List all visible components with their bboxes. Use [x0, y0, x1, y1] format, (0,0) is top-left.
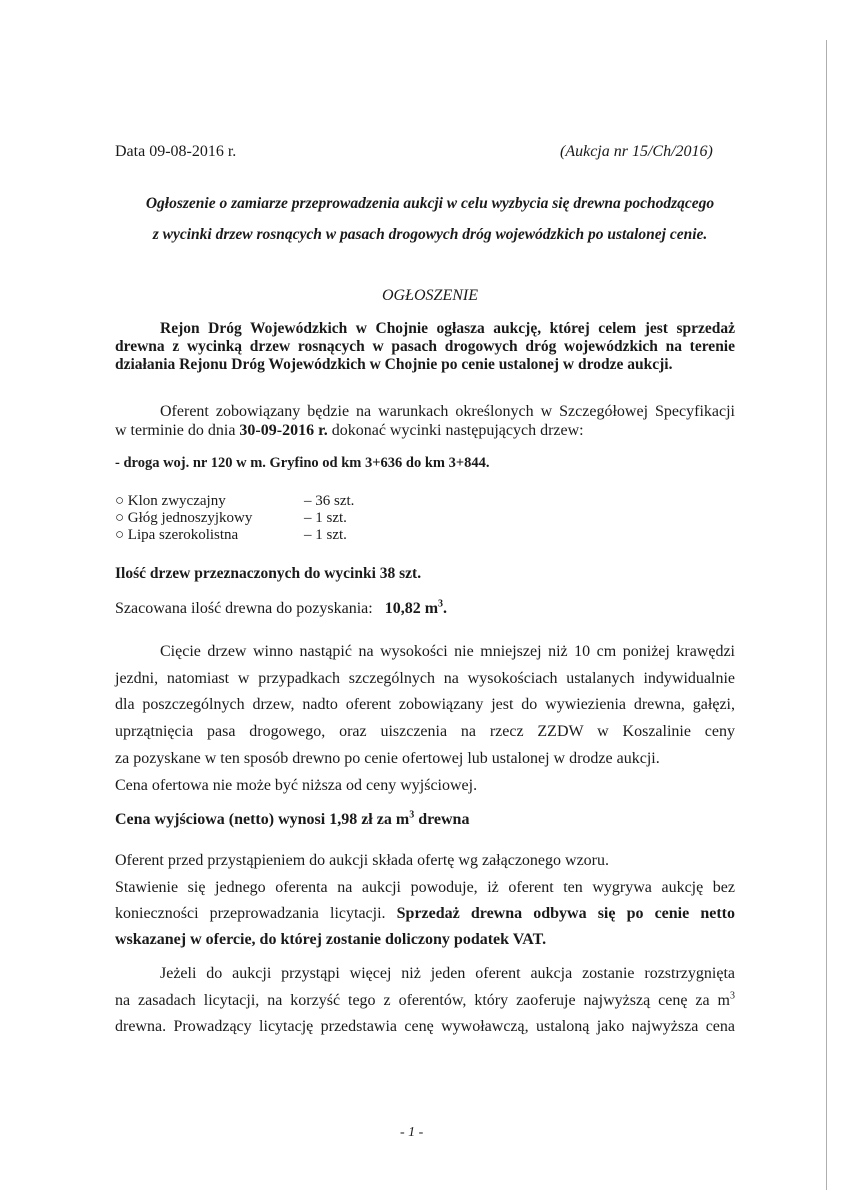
tree-item-name: ○ Lipa szerokolistna [115, 527, 239, 543]
cutting-line-2: jezdni, natomiast w przypadkach szczególnych na wysokościach ustalanych indywidualnie [115, 670, 735, 687]
bidding-line-2-sup: 3 [730, 990, 735, 1002]
obligation-line-1-text: Oferent zobowiązany będzie na warunkach określonych w Szczegółowej Specyfikacji [160, 403, 735, 420]
wood-estimate [115, 600, 447, 618]
cutting-line-3: dla poszczególnych drzew, nadto oferent zobowiązany jest do wywiezienia drewna, gałęzi, [115, 696, 735, 713]
document-title-line-2: z wycinki drzew rosnących w pasach drogowych dróg wojewódzkich po ustalonej cenie. [152, 226, 708, 243]
offer-line-3 [115, 905, 735, 923]
intro-line-3: działania Rejonu Dróg Wojewódzkich w Chojnie po cenie ustalonej w drodze aukcji. [115, 356, 673, 373]
cutting-line-6: Cena ofertowa nie może być niższa od ceny wyjściowej. [115, 777, 478, 794]
tree-item-qty: – 36 szt. [304, 493, 355, 509]
intro-line-1 [115, 320, 735, 338]
auction-number: (Aukcja nr 15/Ch/2016) [560, 143, 713, 160]
wood-estimate-number: 10,82 m [384, 600, 439, 617]
intro-line-1-text: Rejon Dróg Wojewódzkich w Chojnie ogłasza aukcję, której celem jest sprzedaż [160, 320, 735, 337]
bidding-line-3: drewna. Prowadzący licytację przedstawia cenę wywoławczą, ustaloną jako najwyższa cena [115, 1018, 735, 1035]
wood-estimate-sup: 3 [438, 598, 444, 610]
offer-line-3-pre: konieczności przeprowadzania licytacji. [115, 905, 397, 922]
tree-item-name: ○ Głóg jednoszyjkowy [115, 510, 253, 526]
wood-estimate-value [385, 600, 447, 617]
road-section: - droga woj. nr 120 w m. Gryfino od km 3+636 do km 3+844. [115, 455, 490, 471]
page-number: - 1 - [400, 1125, 424, 1140]
tree-total: Ilość drzew przeznaczonych do wycinki 38 szt. [115, 565, 422, 582]
document-date: Data 09-08-2016 r. [115, 143, 237, 160]
starting-price-end: drewna [414, 811, 470, 828]
wood-estimate-end: . [443, 600, 448, 617]
cutting-line-5: za pozyskane w ten sposób drewno po cenie ofertowej lub ustalonej w drodze aukcji. [115, 750, 660, 767]
document-title-line-1: Ogłoszenie o zamiarze przeprowadzenia aukcji w celu wyzbycia się drewna pochodzącego [145, 195, 715, 212]
offer-line-2: Stawienie się jednego oferenta na aukcji powoduje, iż oferent ten wygrywa aukcję bez [115, 879, 735, 896]
obligation-line-2 [115, 422, 735, 440]
tree-item-name: ○ Klon zwyczajny [115, 493, 226, 509]
intro-line-2: drewna z wycinką drzew rosnących w pasach drogowych dróg wojewódzkich na terenie [115, 338, 735, 355]
bidding-line-2 [115, 992, 735, 1010]
offer-line-4: wskazanej w ofercie, do której zostanie doliczony podatek VAT. [115, 931, 547, 948]
obligation-line-2-post: dokonać wycinki następujących drzew: [327, 422, 584, 439]
bidding-line-1 [115, 965, 735, 983]
starting-price [115, 811, 469, 829]
scan-edge-line [826, 40, 827, 1190]
starting-price-sup: 3 [409, 809, 415, 821]
cutting-line-1-text: Cięcie drzew winno nastąpić na wysokości nie mniejszej niż 10 cm poniżej krawędzi [160, 643, 735, 660]
cutting-line-4: uprzątnięcia pasa drogowego, oraz uiszczenia na rzecz ZZDW w Koszalinie ceny [115, 723, 735, 740]
cutting-line-1 [115, 643, 735, 661]
obligation-line-1 [115, 403, 735, 421]
offer-line-1: Oferent przed przystąpieniem do aukcji składa ofertę wg załączonego wzoru. [115, 852, 609, 869]
wood-estimate-label: Szacowana ilość drewna do pozyskania: [115, 600, 373, 617]
offer-line-3-bold: Sprzedaż drewna odbywa się po cenie netto [396, 905, 735, 922]
deadline-date: 30-09-2016 r. [239, 422, 328, 439]
tree-item-qty: – 1 szt. [304, 527, 347, 543]
starting-price-text: Cena wyjściowa (netto) wynosi 1,98 zł za m [115, 811, 410, 828]
bidding-line-1-text: Jeżeli do aukcji przystąpi więcej niż jeden oferent aukcja zostanie rozstrzygnięta [160, 965, 735, 982]
tree-item-qty: – 1 szt. [304, 510, 347, 526]
obligation-line-2-pre: w terminie do dnia [115, 422, 240, 439]
announcement-heading: OGŁOSZENIE [381, 287, 478, 304]
bidding-line-2-text: na zasadach licytacji, na korzyść tego z oferentów, który zaoferuje najwyższą cenę za m [115, 992, 730, 1009]
